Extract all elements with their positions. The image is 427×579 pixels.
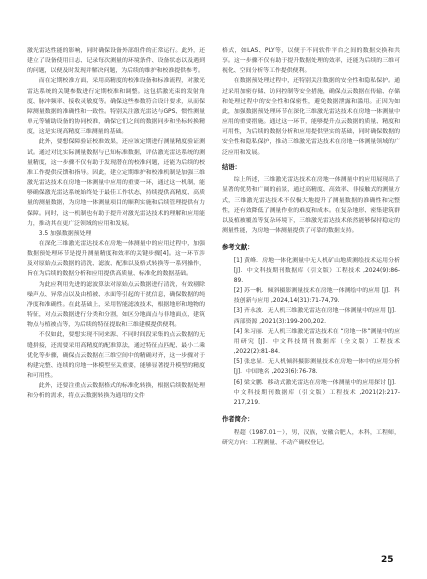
reference-item: [2] 苏一帆．倾斜摄影测量技术在房地一体测绘中的应用 [J]．科技创新与应用 ,2024,14(31):71-74,79. bbox=[233, 288, 400, 305]
conclusion-heading: 结语： bbox=[222, 163, 241, 171]
author-heading: 作者简介： bbox=[222, 416, 254, 423]
right-column bbox=[222, 46, 400, 448]
references-heading: 参考文献： bbox=[222, 244, 254, 252]
conclusion-paragraph: 综上所述，三维激光雷达技术在房地一体测量中的应用展现出了显著的优势和广阔的前景，通过高精度、高效率、非接触式的测量方式，三维激光雷达技术不仅极大地提升了测量数据的准确性和完整性，还有效降低了测量作业的难度和成本。在复杂地形、密集建筑群以及植被覆盖等复杂环境下，三维激光雷达技术依然能够保持稳定的测量性能，为房地一体测量提供了可靠的数据支持。 bbox=[222, 177, 400, 234]
reference-item: [6] 梁文鹏．移动式激光雷达在房地一体测量中的应用探讨 [J]．中文科技期刊数据库（引文版）工程技术 ,2021(2):217-217,219. bbox=[233, 379, 400, 406]
body-paragraph: 格式，如LAS、PLY等，以便于不同软件平台之间的数据交换和共享。这一步骤不仅有助于提升数据处理的效率，还能为后续的三维可视化、空间分析等工作提供便利。 bbox=[222, 48, 400, 75]
reference-item: [1] 黄峰．房地一体化测量中无人机矿山地质测绘技术运用分析 [J]．中文科技期刊数据库（引文版）工程技术 ,2024(9):86-89. bbox=[233, 257, 400, 284]
body-paragraph: 此外，要想保障验证校准效果，还应该定期进行测量精度验证测试。通过对比实际测量数据与已知标准数据，评估激光雷达系统的测量精度，这一步骤不仅有助于发现潜在的校准问题，还能为后续的校准工作提供反馈和指导。因此，建立定期维护和校准机制是加强三维激光雷达技术在房地一体测量中应用的重要一环，通过这一机制，能够确保激光雷达系统始终处于最佳工作状态，持续提供高精度、高质量的测量数据，为房地一体测量项目的顺利实施和后续管理提供有力保障。同时，这一机制也有助于提升对激光雷达技术的理解和应用能力，推动其在更广泛领域的应用和发展。 bbox=[27, 139, 205, 227]
section-subheading: 3.5 加强数据预处理 bbox=[38, 230, 92, 237]
body-paragraph: 而在定期校准方面，采用高精度的校准设备和标准流程，对激光雷达系统的关键参数进行定期校准和调整。这包括激光束的发射角度、脉冲频率、接收灵敏度等。确保这些参数符合设计要求，从而保障测量数据的准确性和一致性。特别关注激光雷达与GPS、惯性测量单元等辅助设备的协同校准，确保它们之间的数据同步和坐标转换精度，这是实现高精度三维测量的基础。 bbox=[27, 78, 205, 136]
author-bio: 程超（1987.01－），男，汉族，安徽合肥人，本科，工程师，研究方向：工程测量、不动产确权登记。 bbox=[222, 429, 400, 446]
reference-item: [4] 朱习丽．无人机三维激光雷达技术在 “房地一体”测量中的应用研究 [J]．中文科技期刊数据库（全文版）工程技术 ,2022(2):81-84. bbox=[233, 328, 400, 356]
references-list bbox=[222, 256, 400, 408]
body-paragraph: 激光雷达性能的影响，同时确保设备外部组件的正常运行。此外，还建立了设备使用日志、记录每次测量的环境条件、设备状态以及遇到的问题，以便及时发现并解决问题，为后续的维护和校准提供参考。 bbox=[27, 48, 205, 75]
body-paragraph: 不仅如此，要想实现不同来源、不同时间段采集的点云数据的无缝拼接，还需要采用高精度的配准算法，通过特征点匹配、最小二乘优化等步骤，确保点云数据在三维空间中的精确对齐，这一步骤对于构建完整、连续的房地一体模型至关重要，能够显著提升模型的精度和可用性。 bbox=[27, 332, 205, 379]
left-column bbox=[27, 46, 205, 401]
page-number: 25 bbox=[381, 555, 394, 565]
body-paragraph: 在深化三维激光雷达技术在房地一体测量中的应用过程中，加强数据预处理环节是提升测量精度和效率的关键步骤[4]。这一环节涉及对原始点云数据的清洗、滤波、配准以及格式转换等一系列操作，旨在为后续的数据分析和应用提供高质量、标准化的数据基础。 bbox=[27, 240, 205, 278]
body-paragraph: 在数据预处理过程中，还特别关注数据的安全性和隐私保护。通过采用加密存储、访问控制等安全措施，确保点云数据在传输、存储和处理过程中的安全性和保密性，避免数据泄露和滥用。正因为如此，加强数据预处理环节在深化三维激光雷达技术在房地一体测量中应用的重要措施。通过这一环节，能够提升点云数据的质量、精度和可用性，为后续的数据分析和应用提供坚实的基础，同时确保数据的安全性和隐私保护，推动三维激光雷达技术在房地一体测量领域的广泛应用和发展。 bbox=[222, 78, 400, 156]
body-paragraph: 为此应利用先进的滤波算法对原始点云数据进行清洗，有效剔除噪声点、异常点以及由植被、水面等引起的干扰信息，确保数据的纯净度和准确性。在此基础上，采用智能滤波技术，根据地形和地物的特征，对点云数据进行分类和分割，如区分地面点与非地面点，建筑物点与植被点等，为后续的特征提取和三维建模提供便利。 bbox=[27, 281, 205, 329]
body-paragraph: 此外，还要注重点云数据格式的标准化转换，根据后续数据处理和分析的需求，将点云数据转换为通用的文件 bbox=[27, 383, 205, 400]
reference-item: [3] 齐永波．无人机三维激光雷达在房地一体测量中的应用 [J]．西部资源 ,2021(3):199-200,202. bbox=[233, 308, 400, 325]
reference-item: [5] 张忠显．无人机倾斜摄影测量技术在房地一体中的应用分析 [J]．中国地名 ,2023(6):76-78. bbox=[233, 359, 400, 376]
